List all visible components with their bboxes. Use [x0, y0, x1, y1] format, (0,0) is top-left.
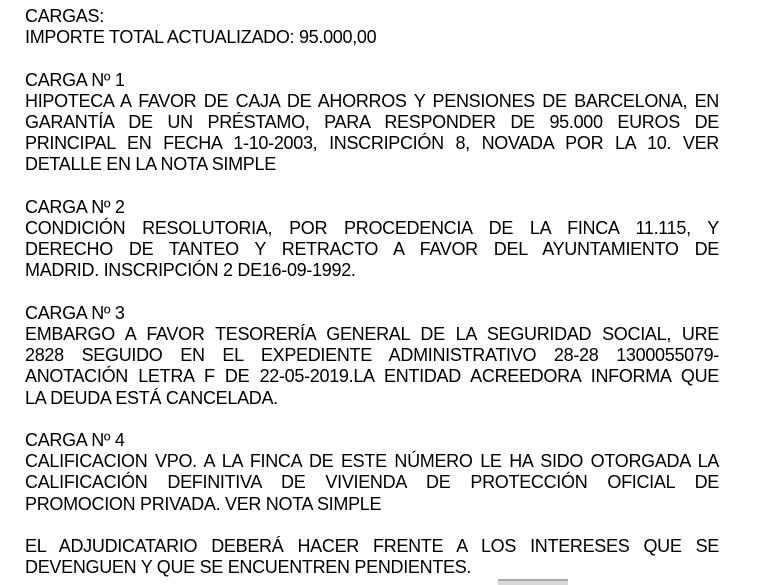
- carga-2-text-line: CONDICIÓN RESOLUTORIA, POR PROCEDENCIA DE LA FINCA 11.115, Y: [25, 218, 719, 238]
- carga-1-text-line: GARANTÍA DE UN PRÉSTAMO, PARA RESPONDER DE 95.000 EUROS DE: [25, 112, 719, 132]
- carga-4-text-line: PROMOCION PRIVADA. VER NOTA SIMPLE: [25, 493, 382, 514]
- carga-4-title: CARGA Nº 4: [25, 430, 125, 450]
- partially-visible-gray-button[interactable]: [498, 579, 568, 585]
- carga-2-block: [25, 197, 719, 282]
- carga-3-text-line: EMBARGO A FAVOR TESORERÍA GENERAL DE LA SEGURIDAD SOCIAL, URE: [25, 324, 719, 344]
- carga-3-block: [25, 303, 719, 409]
- carga-4-text-line: CALIFICACION VPO. A LA FINCA DE ESTE NÚMERO LE HA SIDO OTORGADA LA: [25, 451, 719, 472]
- carga-3-text-line: ANOTACIÓN LETRA F DE 22-05-2019.LA ENTIDAD ACREEDORA INFORMA QUE: [25, 366, 719, 387]
- carga-1-title: CARGA Nº 1: [25, 69, 125, 90]
- adjudicatario-text-line: DEVENGUEN Y QUE SE ENCUENTREN PENDIENTES.: [25, 557, 472, 578]
- carga-4-block: [25, 430, 719, 515]
- carga-2-title: CARGA Nº 2: [25, 196, 125, 217]
- carga-3-text-line: 2828 SEGUIDO EN EL EXPEDIENTE ADMINISTRATIVO 28-28 1300055079-: [25, 345, 719, 366]
- carga-2-text-line: MADRID. INSCRIPCIÓN 2 DE16-09-1992.: [25, 260, 356, 281]
- carga-1-text-line: DETALLE EN LA NOTA SIMPLE: [25, 154, 276, 175]
- carga-2-text-line: DERECHO DE TANTEO Y RETRACTO A FAVOR DEL AYUNTAMIENTO DE: [25, 239, 719, 260]
- carga-1-text-line: PRINCIPAL EN FECHA 1-10-2003, INSCRIPCIÓN 8, NOVADA POR LA 10. VER: [25, 133, 719, 154]
- adjudicatario-text-line: EL ADJUDICATARIO DEBERÁ HACER FRENTE A LOS INTERESES QUE SE: [25, 536, 719, 556]
- carga-3-title: CARGA Nº 3: [25, 302, 125, 323]
- carga-4-text-line: CALIFICACIÓN DEFINITIVA DE VIVIENDA DE PROTECCIÓN OFICIAL DE: [25, 472, 719, 493]
- cargas-title: CARGAS:: [25, 6, 104, 26]
- document-body: [25, 6, 719, 578]
- adjudicatario-note-block: [25, 536, 719, 578]
- carga-1-text-line: HIPOTECA A FAVOR DE CAJA DE AHORROS Y PENSIONES DE BARCELONA, EN: [25, 90, 719, 111]
- cargas-header-block: [25, 6, 719, 48]
- carga-1-block: [25, 70, 719, 176]
- carga-3-text-line: LA DEUDA ESTÁ CANCELADA.: [25, 387, 278, 408]
- importe-total-line: IMPORTE TOTAL ACTUALIZADO: 95.000,00: [25, 27, 377, 48]
